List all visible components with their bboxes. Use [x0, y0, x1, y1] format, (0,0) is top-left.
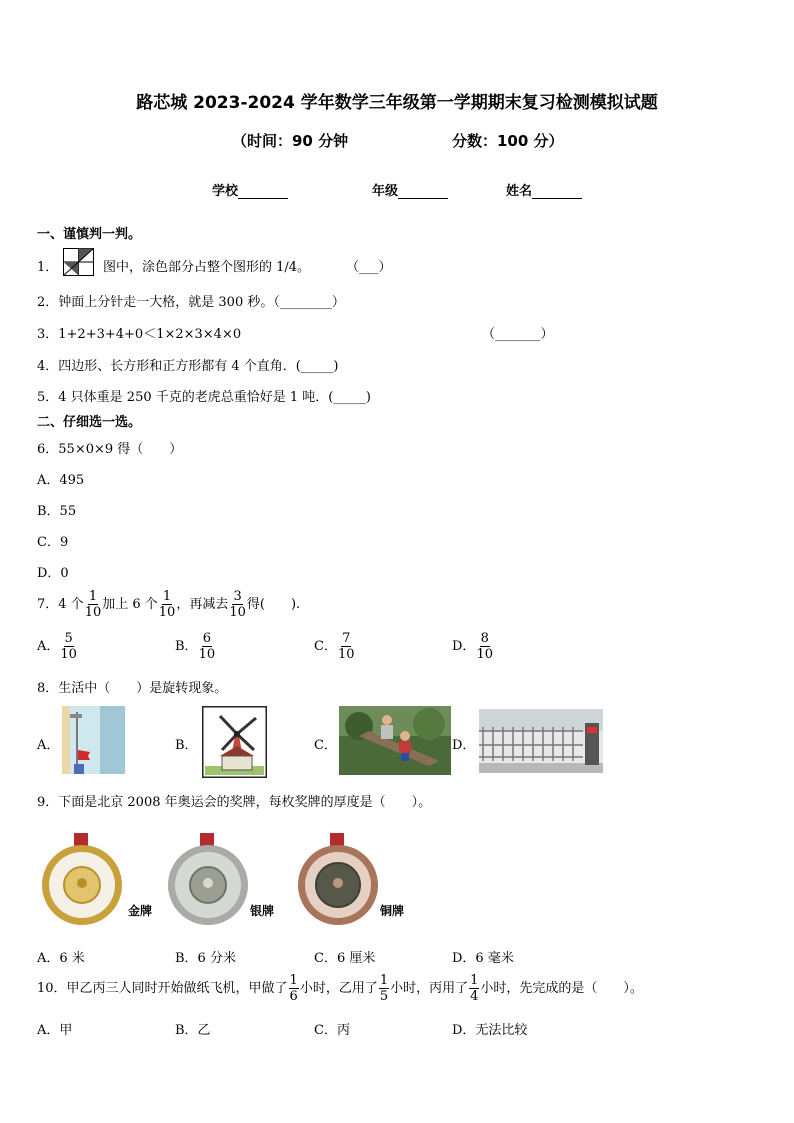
- fraction: $\frac{3}{10}$: [229, 589, 246, 620]
- gold-medal-icon: [40, 833, 130, 927]
- question-6: 6．55×0×9 得（ ）: [37, 442, 183, 457]
- question-3: 3．1+2+3+4+0＜1×2×3×4×0: [37, 327, 242, 342]
- question-2: 2．钟面上分针走一大格，就是 300 秒。（________）: [37, 295, 345, 310]
- q8-option-a-label[interactable]: A．: [37, 738, 60, 753]
- question-1: 1．: [37, 260, 59, 275]
- bronze-medal-icon: [296, 833, 386, 927]
- q7-option-a[interactable]: A． $\frac{5}{10}$: [37, 631, 77, 662]
- q6-option-a[interactable]: A．495: [37, 473, 85, 488]
- question-4: 4．四边形、长方形和正方形都有 4 个直角．(_____): [37, 359, 339, 374]
- silver-medal-label: 银牌: [250, 904, 275, 918]
- q10-option-d[interactable]: D．无法比较: [452, 1023, 528, 1038]
- q6-option-b[interactable]: B．55: [37, 504, 77, 519]
- q9-option-d[interactable]: D．6 毫米: [452, 951, 514, 966]
- answer-blank-1[interactable]: （___）: [346, 260, 392, 275]
- question-5: 5．4 只体重是 250 千克的老虎总重恰好是 1 吨．(_____): [37, 390, 371, 405]
- q8-option-b-label[interactable]: B．: [175, 738, 198, 753]
- slide-children-image[interactable]: [339, 706, 451, 775]
- shaded-square-figure: [63, 248, 94, 276]
- q10-option-a[interactable]: A．甲: [37, 1023, 73, 1038]
- name-field[interactable]: [506, 180, 582, 199]
- q10-option-c[interactable]: C．丙: [314, 1023, 350, 1038]
- q9-option-a[interactable]: A．6 米: [37, 951, 85, 966]
- grade-field[interactable]: [372, 180, 448, 199]
- school-label: 学校: [212, 184, 239, 199]
- section2-title: 二、仔细选一选。: [37, 415, 142, 430]
- fraction: $\frac{1}{4}$: [470, 973, 479, 1004]
- q9-option-c[interactable]: C．6 厘米: [314, 951, 376, 966]
- section1-title: 一、谨慎判一判。: [37, 227, 142, 242]
- q7-option-c[interactable]: C． $\frac{7}{10}$: [314, 631, 355, 662]
- retractable-gate-image[interactable]: [479, 709, 603, 773]
- answer-blank-3[interactable]: （_______）: [482, 327, 554, 342]
- question-10: 10．甲乙丙三人同时开始做纸飞机，甲做了 $\frac{1}{6}$ 小时，乙用了 $\frac{1}{5}$ 小时，丙用了 $\frac{1}{4}$ 小时，先完成的是（ ）。: [37, 973, 643, 1004]
- exam-time: （时间：90 分钟: [232, 132, 349, 150]
- grade-label: 年级: [372, 184, 399, 199]
- question-9: 9．下面是北京 2008 年奥运会的奖牌，每枚奖牌的厚度是（ ）。: [37, 795, 432, 810]
- exam-score: 分数：100 分）: [452, 132, 564, 150]
- gold-medal-label: 金牌: [128, 904, 153, 918]
- fraction: $\frac{1}{6}$: [289, 973, 298, 1004]
- fraction: $\frac{1}{5}$: [379, 973, 389, 1004]
- fraction: $\frac{1}{10}$: [158, 589, 176, 620]
- q6-option-c[interactable]: C．9: [37, 535, 69, 550]
- silver-medal-icon: [165, 833, 255, 927]
- question-7: 7．4 个 $\frac{1}{10}$ 加上 6 个 $\frac{1}{10}$ ，再减去 $\frac{3}{10}$ 得( ).: [37, 589, 301, 620]
- q8-option-d-label[interactable]: D．: [452, 738, 476, 753]
- flag-raising-image[interactable]: [62, 706, 125, 774]
- question-8: 8．生活中（ ）是旋转现象。: [37, 681, 228, 696]
- q7-option-b[interactable]: B． $\frac{6}{10}$: [175, 631, 216, 662]
- q7-option-d[interactable]: D． $\frac{8}{10}$: [452, 631, 493, 662]
- q8-option-c-label[interactable]: C．: [314, 738, 337, 753]
- question-1-text: 图中，涂色部分占整个图形的 1/4。: [103, 260, 311, 275]
- windmill-image[interactable]: [202, 706, 267, 778]
- q9-option-b[interactable]: B．6 分米: [175, 951, 236, 966]
- bronze-medal-label: 铜牌: [380, 904, 405, 918]
- fraction: $\frac{1}{10}$: [84, 589, 102, 620]
- q10-option-b[interactable]: B．乙: [175, 1023, 211, 1038]
- q6-option-d[interactable]: D．0: [37, 566, 69, 581]
- name-label: 姓名: [506, 184, 533, 199]
- school-field[interactable]: [212, 180, 288, 199]
- page-title: 路芯城 2023-2024 学年数学三年级第一学期期末复习检测模拟试题: [136, 93, 658, 113]
